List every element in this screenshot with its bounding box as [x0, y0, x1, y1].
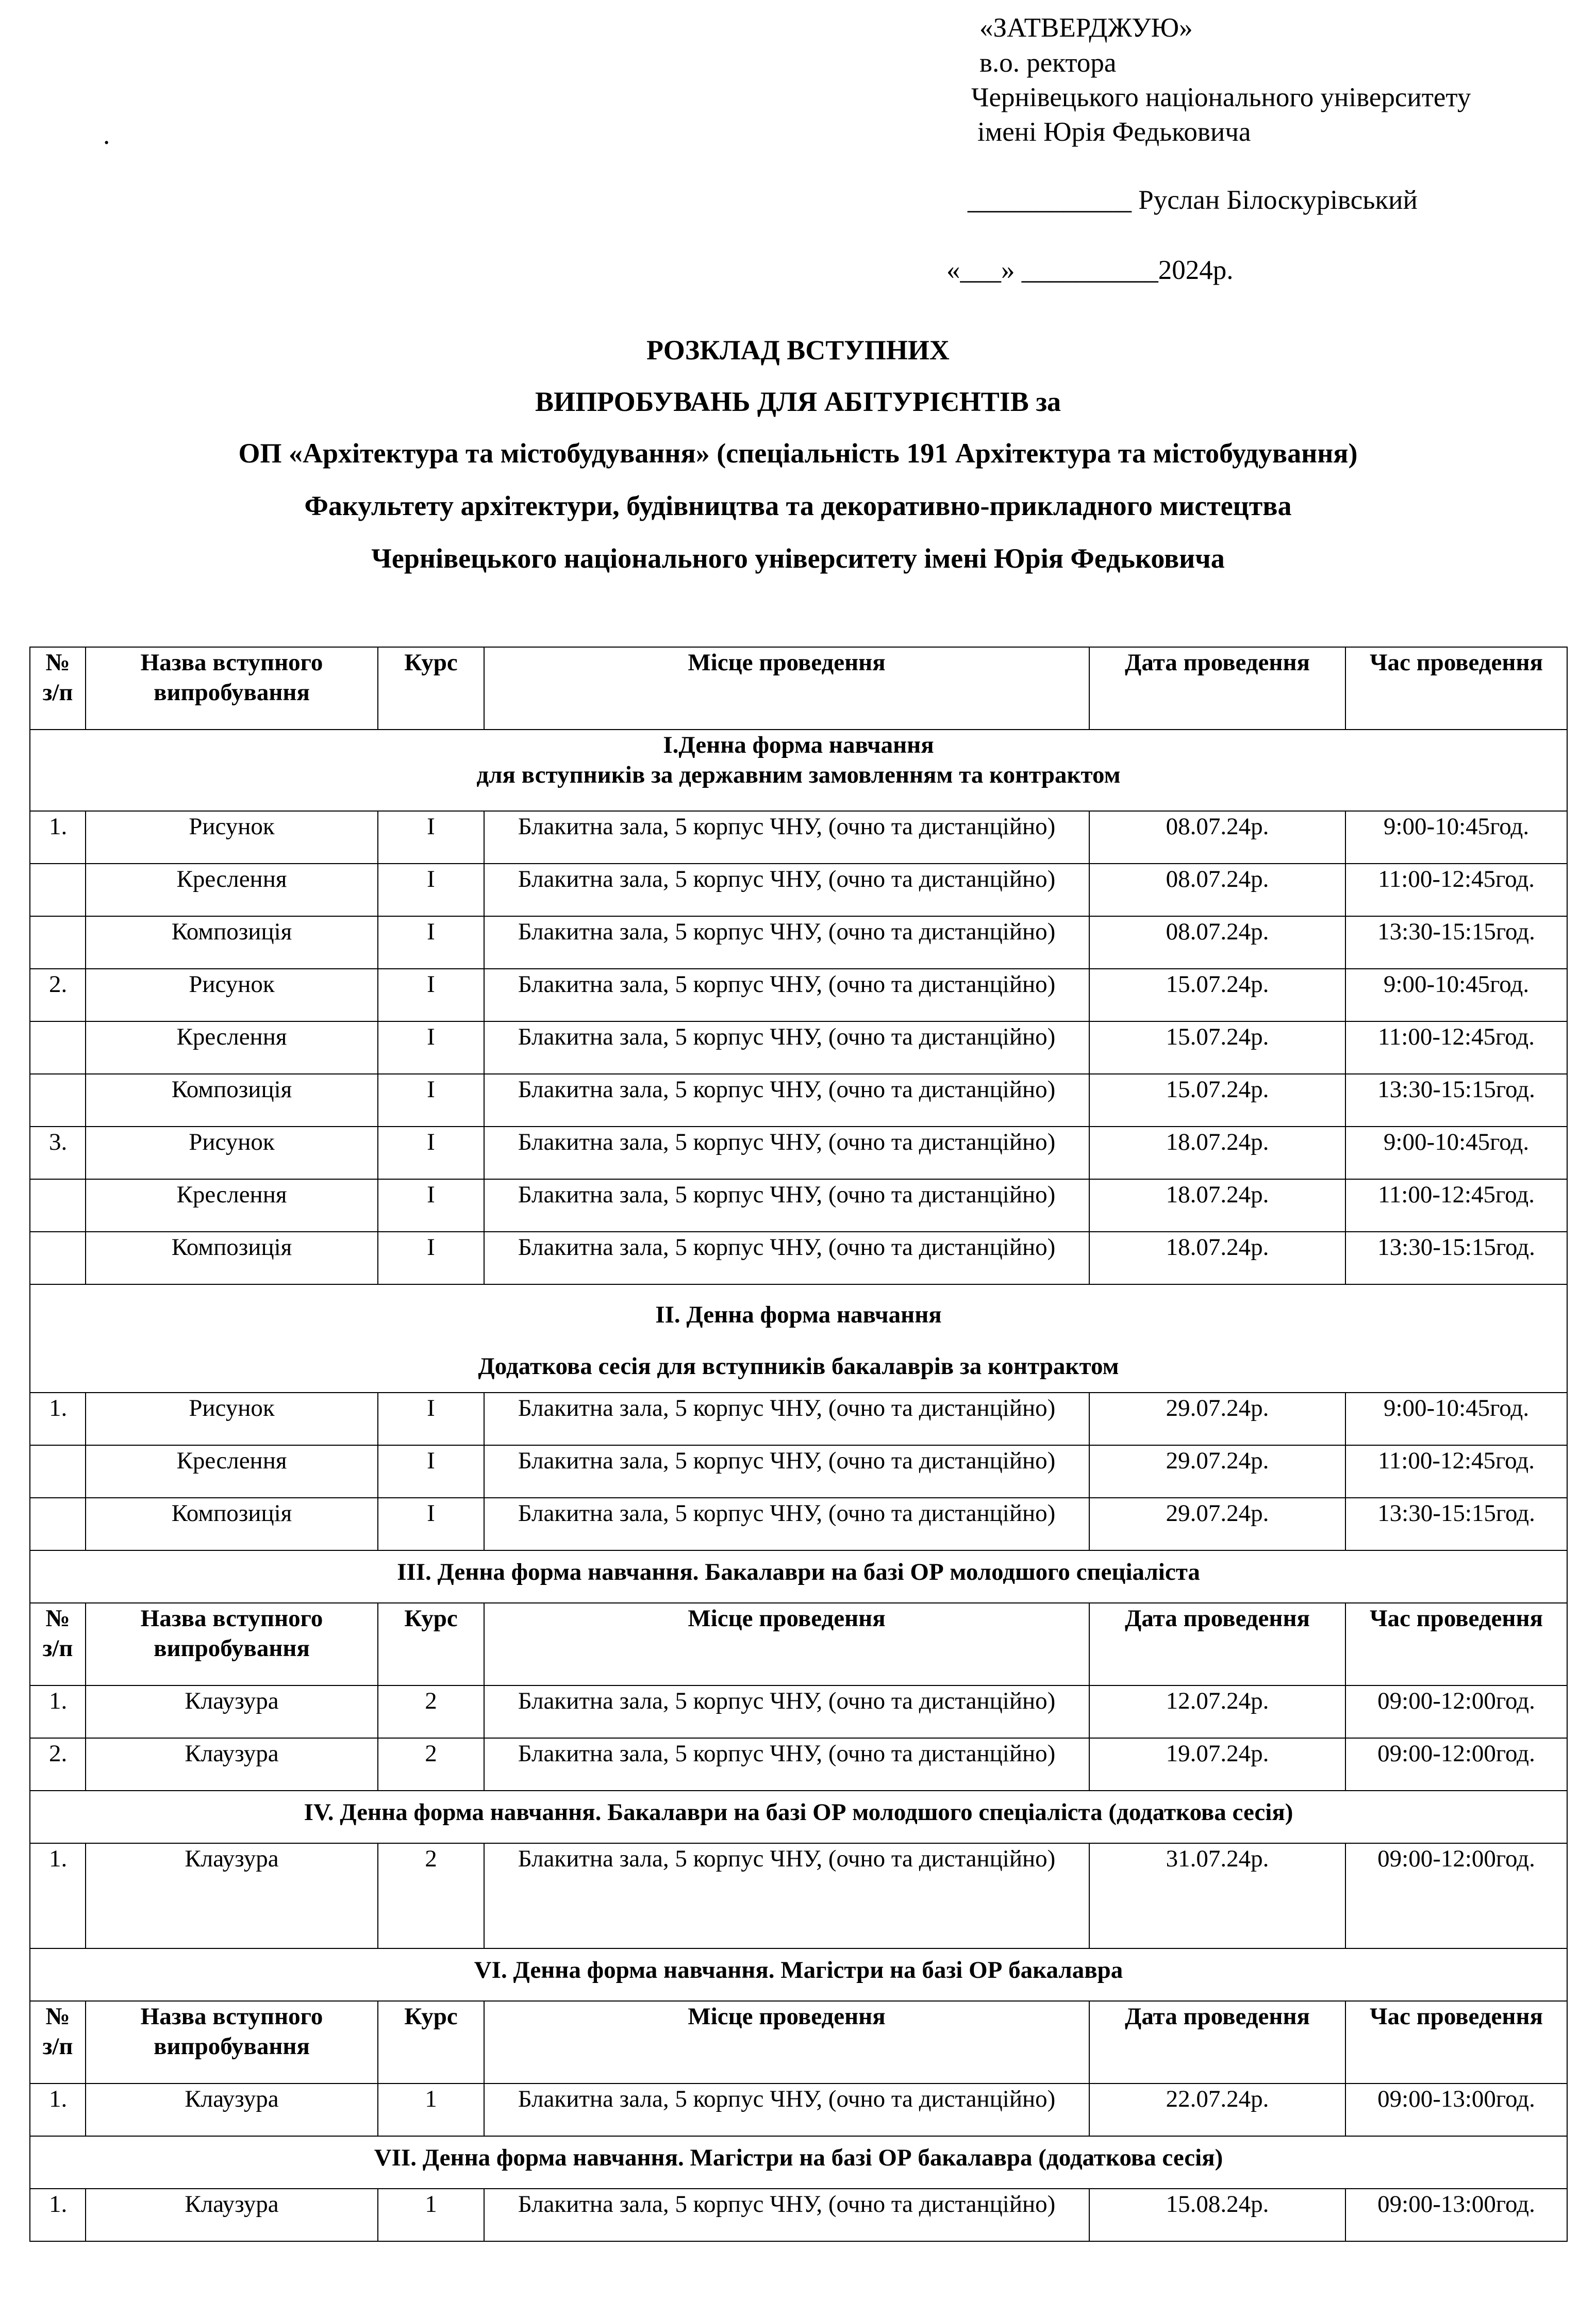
cell-name: Клаузура: [86, 1738, 378, 1791]
cell-course: 2: [378, 1738, 484, 1791]
cell-date: 31.07.24р.: [1089, 1843, 1345, 1948]
cell-course: 1: [378, 2189, 484, 2241]
document-title-line-1: РОЗКЛАД ВСТУПНИХ: [646, 335, 950, 366]
cell-date: 15.08.24р.: [1089, 2189, 1345, 2241]
cell-name: Композиція: [86, 1498, 378, 1550]
table-row: [30, 1498, 1567, 1550]
table-row: [30, 1738, 1567, 1791]
cell-name: Креслення: [86, 1179, 378, 1232]
cell-place: Блакитна зала, 5 корпус ЧНУ, (очно та дистанційно): [484, 1843, 1089, 1948]
table-row: [30, 1393, 1567, 1445]
cell-time: 11:00-12:45год.: [1345, 1445, 1567, 1498]
table-row: [30, 916, 1567, 969]
cell-course: І: [378, 1232, 484, 1284]
cell-time: 13:30-15:15год.: [1345, 1232, 1567, 1284]
cell-num: [30, 916, 86, 969]
cell-name: Композиція: [86, 1232, 378, 1284]
cell-name: Клаузура: [86, 1843, 378, 1948]
cell-time: 09:00-12:00год.: [1345, 1685, 1567, 1738]
cell-date: 08.07.24р.: [1089, 916, 1345, 969]
header-date: Дата проведення: [1089, 2001, 1345, 2084]
cell-course: І: [378, 1393, 484, 1445]
section-title: І.Денна форма навчання: [663, 732, 934, 758]
cell-place: Блакитна зала, 5 корпус ЧНУ, (очно та дистанційно): [484, 2189, 1089, 2241]
cell-course: І: [378, 1074, 484, 1127]
header-date: Дата проведення: [1089, 647, 1345, 730]
section-row: [30, 1791, 1567, 1843]
header-name: Назва вступного випробування: [86, 2001, 378, 2084]
cell-time: 9:00-10:45год.: [1345, 969, 1567, 1021]
cell-num: 1.: [30, 2084, 86, 2136]
cell-num: [30, 1445, 86, 1498]
header-course: Курс: [378, 1603, 484, 1685]
document-title-line-5: Чернівецького національного університету імені Юрія Федьковича: [371, 543, 1225, 574]
header-time: Час проведення: [1345, 2001, 1567, 2084]
cell-name: Клаузура: [86, 1685, 378, 1738]
cell-num: 1.: [30, 1393, 86, 1445]
cell-time: 9:00-10:45год.: [1345, 811, 1567, 864]
header-num: № з/п: [30, 1603, 86, 1685]
cell-time: 13:30-15:15год.: [1345, 1498, 1567, 1550]
cell-course: І: [378, 864, 484, 916]
cell-course: І: [378, 969, 484, 1021]
cell-place: Блакитна зала, 5 корпус ЧНУ, (очно та дистанційно): [484, 969, 1089, 1021]
document-title-line-3: ОП «Архітектура та містобудування» (спеціальність 191 Архітектура та містобудування): [238, 438, 1358, 469]
table-row: [30, 811, 1567, 864]
approval-date-line: «___» __________2024р.: [946, 255, 1234, 285]
document-title-line-2: ВИПРОБУВАНЬ ДЛЯ АБІТУРІЄНТІВ за: [535, 386, 1061, 417]
cell-time: 9:00-10:45год.: [1345, 1393, 1567, 1445]
cell-num: [30, 1074, 86, 1127]
cell-date: 18.07.24р.: [1089, 1232, 1345, 1284]
cell-date: 15.07.24р.: [1089, 1021, 1345, 1074]
cell-course: 2: [378, 1843, 484, 1948]
cell-date: 29.07.24р.: [1089, 1445, 1345, 1498]
cell-course: І: [378, 1021, 484, 1074]
cell-time: 09:00-13:00год.: [1345, 2084, 1567, 2136]
cell-place: Блакитна зала, 5 корпус ЧНУ, (очно та дистанційно): [484, 1393, 1089, 1445]
header-place: Місце проведення: [484, 647, 1089, 730]
section-row: [30, 2136, 1567, 2189]
cell-place: Блакитна зала, 5 корпус ЧНУ, (очно та дистанційно): [484, 811, 1089, 864]
table-header-row: [30, 1603, 1567, 1685]
schedule-table: [29, 647, 1568, 2242]
section-row: [30, 1550, 1567, 1603]
cell-name: Рисунок: [86, 1393, 378, 1445]
cell-place: Блакитна зала, 5 корпус ЧНУ, (очно та дистанційно): [484, 1685, 1089, 1738]
cell-course: 1: [378, 2084, 484, 2136]
cell-name: Композиція: [86, 1074, 378, 1127]
cell-name: Рисунок: [86, 969, 378, 1021]
cell-course: 2: [378, 1685, 484, 1738]
section-title: ІІІ. Денна форма навчання. Бакалаври на базі ОР молодшого спеціаліста: [30, 1550, 1567, 1603]
section-title: VІІ. Денна форма навчання. Магістри на базі ОР бакалавра (додаткова сесія): [30, 2136, 1567, 2189]
table-row: [30, 1445, 1567, 1498]
cell-date: 19.07.24р.: [1089, 1738, 1345, 1791]
cell-time: 13:30-15:15год.: [1345, 916, 1567, 969]
cell-time: 09:00-12:00год.: [1345, 1843, 1567, 1948]
cell-time: 11:00-12:45год.: [1345, 1179, 1567, 1232]
table-header-row: [30, 2001, 1567, 2084]
table-row: [30, 2189, 1567, 2241]
cell-place: Блакитна зала, 5 корпус ЧНУ, (очно та дистанційно): [484, 2084, 1089, 2136]
document-title-line-4: Факультету архітектури, будівництва та декоративно-прикладного мистецтва: [304, 490, 1292, 521]
cell-date: 08.07.24р.: [1089, 811, 1345, 864]
cell-place: Блакитна зала, 5 корпус ЧНУ, (очно та дистанційно): [484, 1074, 1089, 1127]
cell-num: 2.: [30, 969, 86, 1021]
cell-time: 13:30-15:15год.: [1345, 1074, 1567, 1127]
table-row: [30, 1232, 1567, 1284]
cell-place: Блакитна зала, 5 корпус ЧНУ, (очно та дистанційно): [484, 1021, 1089, 1074]
table-row: [30, 864, 1567, 916]
cell-num: 3.: [30, 1127, 86, 1179]
header-num: № з/п: [30, 647, 86, 730]
cell-course: І: [378, 1445, 484, 1498]
table-header-row: [30, 647, 1567, 730]
cell-date: 22.07.24р.: [1089, 2084, 1345, 2136]
cell-place: Блакитна зала, 5 корпус ЧНУ, (очно та дистанційно): [484, 1127, 1089, 1179]
cell-place: Блакитна зала, 5 корпус ЧНУ, (очно та дистанційно): [484, 1445, 1089, 1498]
cell-num: 1.: [30, 811, 86, 864]
cell-num: [30, 1232, 86, 1284]
table-row: [30, 1843, 1567, 1948]
header-course: Курс: [378, 647, 484, 730]
section-title: VІ. Денна форма навчання. Магістри на базі ОР бакалавра: [30, 1948, 1567, 2001]
cell-name: Рисунок: [86, 1127, 378, 1179]
cell-date: 15.07.24р.: [1089, 969, 1345, 1021]
cell-place: Блакитна зала, 5 корпус ЧНУ, (очно та дистанційно): [484, 1232, 1089, 1284]
header-name: Назва вступного випробування: [86, 1603, 378, 1685]
approval-stamp: «ЗАТВЕРДЖУЮ»: [979, 13, 1193, 43]
cell-num: 1.: [30, 2189, 86, 2241]
section-title: ІV. Денна форма навчання. Бакалаври на базі ОР молодшого спеціаліста (додаткова сесія): [30, 1791, 1567, 1843]
table-row: [30, 1127, 1567, 1179]
cell-course: І: [378, 811, 484, 864]
cell-num: [30, 1021, 86, 1074]
cell-time: 09:00-13:00год.: [1345, 2189, 1567, 2241]
approval-university: Чернівецького національного університету: [971, 82, 1471, 112]
cell-course: І: [378, 916, 484, 969]
cell-date: 18.07.24р.: [1089, 1127, 1345, 1179]
cell-course: І: [378, 1179, 484, 1232]
header-course: Курс: [378, 2001, 484, 2084]
cell-num: 1.: [30, 1685, 86, 1738]
section-title: ІІ. Денна форма навчання: [655, 1301, 942, 1328]
cell-num: [30, 1179, 86, 1232]
section-subtitle: для вступників за державним замовленням та контрактом: [476, 762, 1121, 788]
header-time: Час проведення: [1345, 647, 1567, 730]
cell-date: 29.07.24р.: [1089, 1393, 1345, 1445]
cell-name: Клаузура: [86, 2084, 378, 2136]
cell-date: 15.07.24р.: [1089, 1074, 1345, 1127]
cell-date: 18.07.24р.: [1089, 1179, 1345, 1232]
approval-signature-line: ____________ Руслан Білоскурівський: [968, 185, 1418, 215]
cell-name: Креслення: [86, 864, 378, 916]
table-row: [30, 2084, 1567, 2136]
table-row: [30, 1074, 1567, 1127]
cell-time: 11:00-12:45год.: [1345, 1021, 1567, 1074]
cell-name: Клаузура: [86, 2189, 378, 2241]
cell-num: [30, 1498, 86, 1550]
table-row: [30, 1685, 1567, 1738]
section-row: [30, 1948, 1567, 2001]
approval-university-name: імені Юрія Федьковича: [977, 117, 1251, 147]
table-row: [30, 969, 1567, 1021]
header-num: № з/п: [30, 2001, 86, 2084]
cell-name: Креслення: [86, 1021, 378, 1074]
section-row: [30, 1284, 1567, 1393]
cell-place: Блакитна зала, 5 корпус ЧНУ, (очно та дистанційно): [484, 916, 1089, 969]
stray-mark: .: [103, 120, 110, 150]
cell-place: Блакитна зала, 5 корпус ЧНУ, (очно та дистанційно): [484, 864, 1089, 916]
cell-num: [30, 864, 86, 916]
approval-position: в.о. ректора: [979, 48, 1117, 78]
header-place: Місце проведення: [484, 2001, 1089, 2084]
cell-time: 11:00-12:45год.: [1345, 864, 1567, 916]
section-subtitle: Додаткова сесія для вступників бакалаврів за контрактом: [478, 1353, 1119, 1380]
cell-date: 29.07.24р.: [1089, 1498, 1345, 1550]
table-row: [30, 1021, 1567, 1074]
header-place: Місце проведення: [484, 1603, 1089, 1685]
section-row: [30, 730, 1567, 811]
cell-date: 12.07.24р.: [1089, 1685, 1345, 1738]
header-date: Дата проведення: [1089, 1603, 1345, 1685]
cell-place: Блакитна зала, 5 корпус ЧНУ, (очно та дистанційно): [484, 1738, 1089, 1791]
cell-name: Рисунок: [86, 811, 378, 864]
header-time: Час проведення: [1345, 1603, 1567, 1685]
cell-course: І: [378, 1127, 484, 1179]
table-row: [30, 1179, 1567, 1232]
cell-num: 2.: [30, 1738, 86, 1791]
cell-date: 08.07.24р.: [1089, 864, 1345, 916]
cell-place: Блакитна зала, 5 корпус ЧНУ, (очно та дистанційно): [484, 1498, 1089, 1550]
cell-name: Композиція: [86, 916, 378, 969]
cell-time: 09:00-12:00год.: [1345, 1738, 1567, 1791]
cell-name: Креслення: [86, 1445, 378, 1498]
cell-course: І: [378, 1498, 484, 1550]
header-name: Назва вступного випробування: [86, 647, 378, 730]
cell-place: Блакитна зала, 5 корпус ЧНУ, (очно та дистанційно): [484, 1179, 1089, 1232]
cell-num: 1.: [30, 1843, 86, 1948]
cell-time: 9:00-10:45год.: [1345, 1127, 1567, 1179]
